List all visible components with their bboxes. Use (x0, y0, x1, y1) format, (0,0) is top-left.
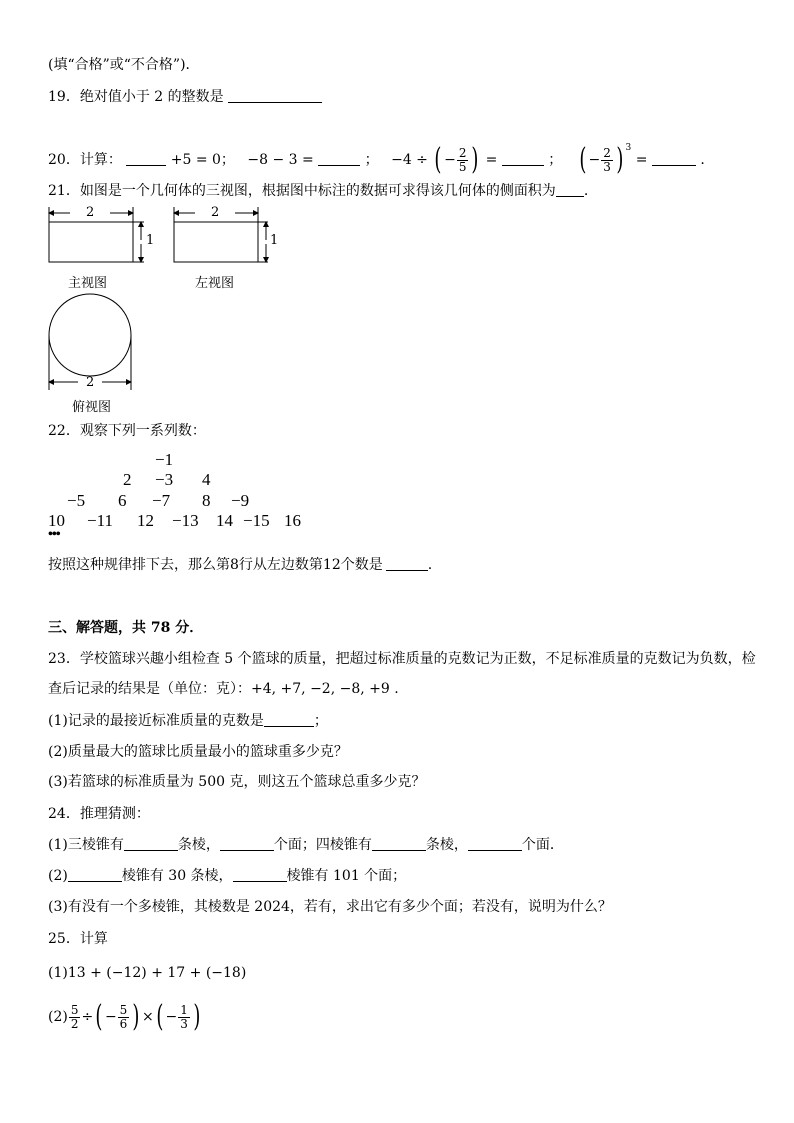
paren-close: ) (616, 142, 624, 177)
q20-part4-frac: $\frac{2}{3}$ (603, 145, 611, 174)
paren-open: ( (579, 142, 587, 177)
q20-part4-minus: − (588, 152, 601, 168)
q22-end: . (427, 557, 433, 573)
q25-p1: (1)13 + (−12) + 17 + (−18) (48, 965, 247, 981)
q22-row4-item: −11 (87, 511, 113, 530)
q22-row3-item: −9 (231, 491, 250, 510)
q25-frac-2: $\frac{5}{6}$ (119, 1002, 128, 1031)
q22-row4-item: 14 (216, 511, 233, 530)
q25-mul: × (142, 1009, 154, 1025)
three-view-figure (40, 200, 300, 416)
left-view (174, 207, 268, 262)
front-height-label: 1 (146, 233, 155, 248)
paren-close: ) (471, 142, 479, 177)
q22-row4-item: 12 (137, 511, 154, 530)
q24-blank-5[interactable] (68, 867, 122, 882)
top-view-label: 俯视图 (72, 400, 112, 415)
q20-blank-1[interactable] (126, 151, 166, 166)
q20-blank-3[interactable] (502, 151, 544, 166)
q24-p3: (3)有没有一个多棱锥，其棱数是 2024，若有，求出它有多少个面；若没有，说明为什么？ (48, 899, 612, 915)
paren-open: ( (434, 142, 442, 177)
q22-question (48, 556, 432, 574)
paren-close: ) (193, 999, 201, 1034)
top-width-label: 2 (86, 375, 95, 390)
q23-p1-blank[interactable] (264, 712, 314, 727)
q23-p2: (2)质量最大的篮球比质量最小的篮球重多少克？ (48, 744, 348, 760)
q23-p1-text: (1)记录的最接近标准质量的克数是 (48, 713, 264, 729)
q24-p1-c: 个面；四棱锥有 (273, 837, 372, 853)
q20-part4-exp: 3 (625, 143, 632, 153)
q20-part1: +5 = 0； (170, 152, 235, 168)
q22-row3-item: −7 (152, 491, 171, 510)
q22-row1-item: −1 (155, 450, 174, 469)
front-view (49, 207, 144, 262)
q20-part3-minus: − (444, 152, 456, 168)
q18-tail: (填“合格”或“不合格”)． (48, 57, 200, 73)
left-height-label: 1 (270, 233, 279, 248)
q22-row3-item: −5 (67, 491, 86, 510)
q24-p2-b: 棱锥有 30 条棱， (121, 868, 233, 884)
q20-part3-eq: = (485, 152, 498, 168)
q23-line1: 23．学校篮球兴趣小组检查 5 个篮球的质量，把超过标准质量的克数记为正数，不足标准质量的克数记为负数，检 (48, 651, 756, 667)
q22-row3-item: 6 (118, 491, 127, 510)
q24-p1-e: 个面． (521, 837, 564, 853)
q22-blank[interactable] (386, 556, 428, 571)
q23-p1-end: ； (313, 713, 328, 729)
q24-blank-4[interactable] (468, 836, 522, 851)
q22-text: 22．观察下列一系列数： (48, 423, 206, 439)
q20-part2-end: ； (364, 152, 379, 168)
paren-open: ( (95, 999, 103, 1034)
q24-p1-b: 条棱， (177, 837, 220, 853)
q21 (48, 182, 588, 200)
q24-title: 24．推理猜测： (48, 806, 150, 822)
q24-p1-d: 条棱， (425, 837, 468, 853)
q20-part4-eq: = (635, 152, 648, 168)
q25-f3-minus: − (165, 1009, 178, 1025)
q20 (48, 132, 705, 176)
front-width-label: 2 (86, 205, 95, 220)
left-width-label: 2 (211, 205, 220, 220)
q25-div: ÷ (81, 1009, 94, 1025)
q23-p3: (3)若篮球的标准质量为 500 克，则这五个篮球总重多少克？ (48, 774, 426, 790)
front-view-label: 主视图 (68, 276, 108, 291)
q24-blank-2[interactable] (220, 836, 274, 851)
q25-title: 25．计算 (48, 931, 108, 947)
q21-text: 21．如图是一个几何体的三视图，根据图中标注的数据可求得该几何体的侧面积为 (48, 183, 556, 199)
q20-blank-4[interactable] (652, 151, 696, 166)
q22-row2-item: −3 (155, 470, 174, 489)
q25-p2-label: (2) (48, 1009, 68, 1025)
q21-end: . (583, 183, 589, 199)
q22-row4-item: −13 (172, 511, 199, 530)
q20-part3-frac: $\frac{2}{5}$ (458, 145, 467, 174)
q25-p2 (48, 1000, 203, 1034)
q19-text: 19．绝对值小于 2 的整数是 (48, 89, 224, 105)
q22-row2-item: 2 (123, 470, 132, 489)
q24-p1 (48, 836, 564, 854)
q22-row3-item: 8 (202, 491, 211, 510)
q24-blank-6[interactable] (233, 867, 287, 882)
section-3-heading: 三、解答题，共 78 分． (48, 620, 204, 636)
q24-p2 (48, 867, 406, 885)
q22-dots: ••• (48, 527, 60, 542)
q20-blank-2[interactable] (318, 151, 360, 166)
q25-frac-3: $\frac{1}{3}$ (180, 1002, 188, 1031)
left-view-label: 左视图 (195, 276, 235, 291)
q22-question-text: 按照这种规律排下去，那么第8行从左边数第12个数是 (48, 557, 383, 573)
q19 (48, 88, 322, 106)
q20-part3-end: ； (548, 152, 563, 168)
q23-line2: 查后记录的结果是（单位：克）：+4, +7, −2, −8, +9 . (48, 681, 399, 697)
q22-row4-item: −15 (243, 511, 270, 530)
q24-p1-a: (1)三棱锥有 (48, 837, 124, 853)
q22-row2-item: 4 (202, 470, 211, 489)
q22-row4-item: 16 (284, 511, 301, 530)
paren-open: ( (156, 999, 164, 1034)
q24-blank-3[interactable] (372, 836, 426, 851)
q20-part4-end: . (700, 152, 705, 168)
q22-row4-item: 10 (48, 511, 65, 530)
q20-label: 20．计算： (48, 152, 122, 168)
paren-close: ) (132, 999, 140, 1034)
q19-blank[interactable] (228, 88, 322, 103)
q24-p2-a: (2) (48, 868, 68, 884)
q20-part2: −8 − 3 = (247, 152, 314, 168)
q25-f2-minus: − (104, 1009, 117, 1025)
q23-p1 (48, 712, 328, 730)
q24-p2-c: 棱锥有 101 个面； (286, 868, 407, 884)
q20-part3-pre: −4 ÷ (391, 152, 428, 168)
q21-blank[interactable] (556, 182, 584, 197)
q24-blank-1[interactable] (124, 836, 178, 851)
q25-frac-1: $\frac{5}{2}$ (70, 1002, 79, 1031)
